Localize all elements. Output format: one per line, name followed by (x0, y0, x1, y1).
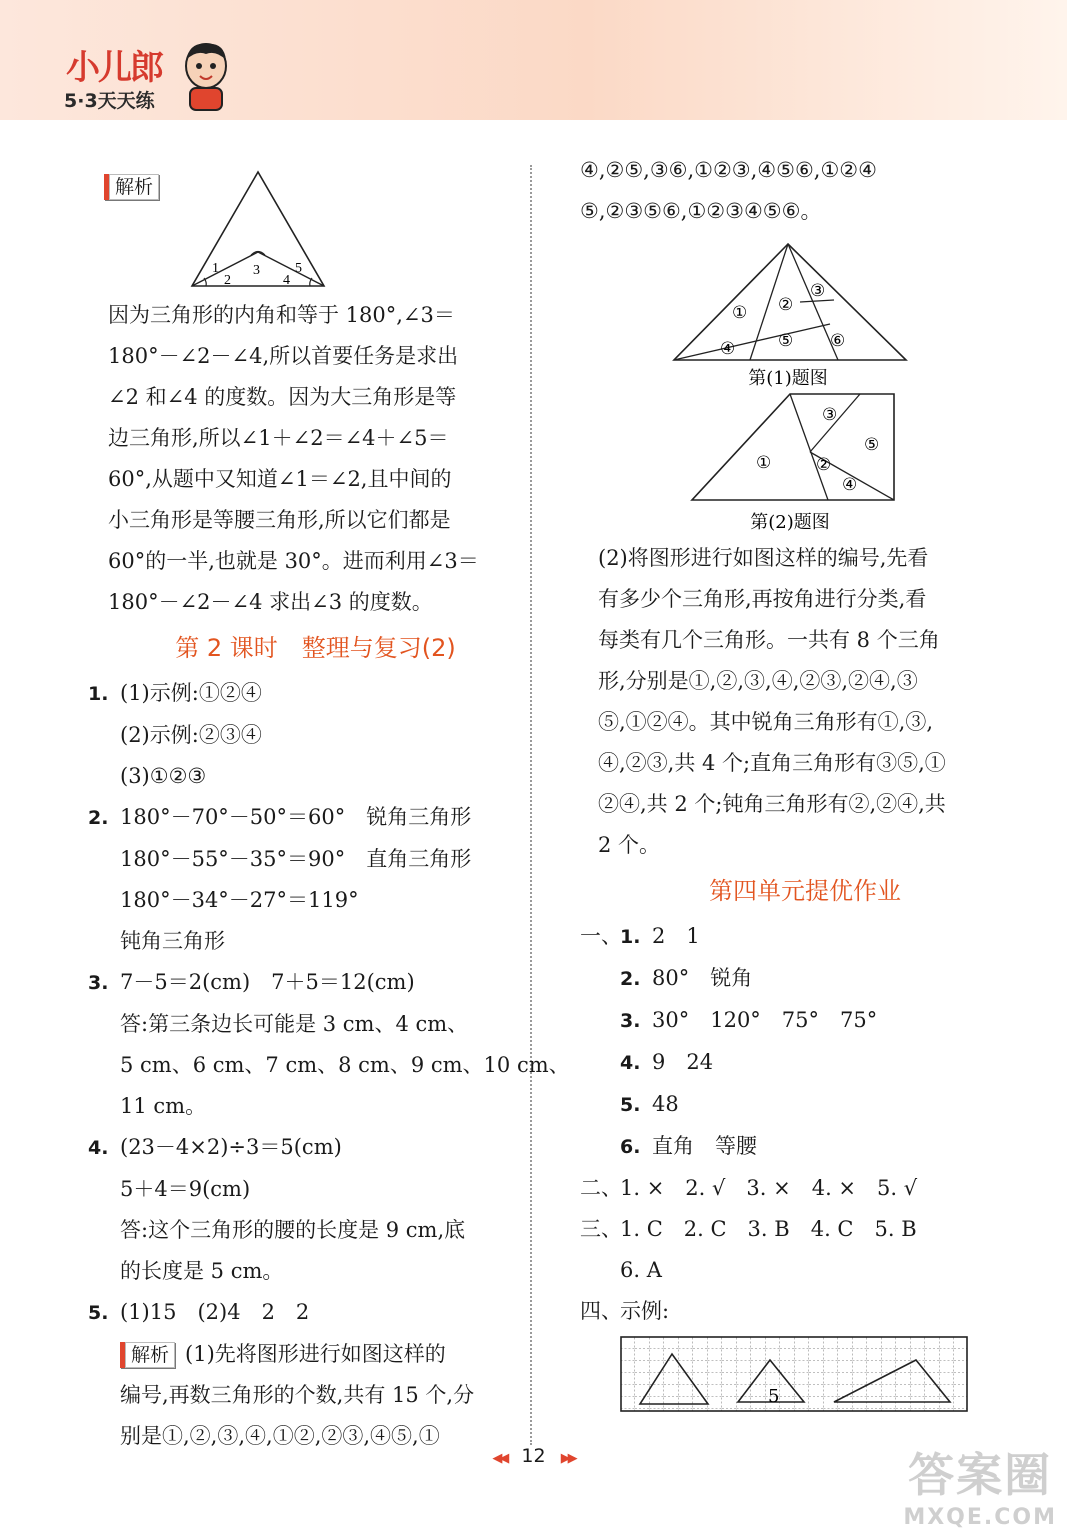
part-three (580, 1209, 1010, 1291)
triangle-figure-b (688, 390, 902, 538)
question-5 (88, 1292, 523, 1457)
figa-label-1: ① (732, 303, 748, 323)
analysis-line: 180°－∠2－∠4,所以首要任务是求出 (108, 344, 459, 368)
part-prefix: 二、 (580, 1176, 622, 1200)
figure-b-caption: 第(2)题图 (750, 512, 830, 533)
watermark-title: 答案圈 (908, 1448, 1053, 1502)
explanation-line: 2 个。 (598, 833, 661, 857)
part-two (580, 1168, 1010, 1209)
answer-line: (2)示例:②③④ (120, 723, 262, 747)
fig1-label-1: 1 (212, 261, 219, 276)
analysis-tag: 解析 (120, 1342, 175, 1368)
explanation-line: 形,分别是①,②,③,④,②③,②④,③ (598, 669, 918, 693)
analysis-line: 边三角形,所以∠1＋∠2＝∠4＋∠5＝ (108, 426, 449, 450)
page-number: 12 (521, 1445, 546, 1467)
fig1-label-3: 3 (253, 263, 260, 278)
part-prefix: 一、 (580, 924, 622, 948)
item-number: 2. (620, 968, 641, 990)
item-number: 5. (620, 1094, 641, 1116)
grid-label: 5 (768, 1386, 780, 1407)
figa-label-3: ③ (810, 281, 826, 301)
analysis-line: 别是①,②,③,④,①②,②③,④⑤,① (120, 1424, 440, 1448)
brand-series: 5·3天天练 (64, 90, 155, 112)
explanation-line: ⑤,①②④。其中锐角三角形有①,③, (598, 710, 934, 734)
figa-label-5: ⑤ (778, 331, 794, 351)
figa-label-2: ② (778, 295, 794, 315)
watermark-url: MXQE.COM (903, 1505, 1057, 1530)
answer-line: 答:第三条边长可能是 3 cm、4 cm、 (120, 1012, 469, 1036)
mascot-icon (176, 38, 236, 112)
figb-label-3: ③ (822, 405, 838, 425)
part-one (580, 916, 1010, 1168)
answer-line: (1)15 (2)4 2 2 (120, 1300, 310, 1324)
item-answer: 2 1 (652, 924, 700, 948)
left-column (88, 160, 570, 1457)
part-three-extra: 6. A (620, 1258, 662, 1282)
figa-label-4: ④ (720, 339, 736, 359)
brand-title: 小儿郎 (66, 48, 162, 88)
answer-line: 180°－70°－50°＝60° 锐角三角形 (120, 805, 472, 829)
question-number: 2. (88, 807, 109, 829)
figb-label-1: ① (756, 453, 772, 473)
item-answer: 9 24 (652, 1050, 714, 1074)
part-four (580, 1291, 1010, 1332)
explanation-line: ②④,共 2 个;钝角三角形有②,②④,共 (598, 792, 946, 816)
triangle-figure-1 (188, 168, 328, 290)
question-number: 4. (88, 1137, 109, 1159)
explanation-line: 每类有几个三角形。一共有 8 个三角 (598, 628, 940, 652)
right-column (580, 150, 1010, 1414)
analysis-line: 60°,从题中又知道∠1＝∠2,且中间的 (108, 467, 452, 491)
analysis-line: (1)先将图形进行如图这样的 (185, 1342, 446, 1366)
figure-a-caption: 第(1)题图 (748, 368, 828, 389)
grid-figure (620, 1336, 968, 1414)
answer-line: 7－5＝2(cm) 7＋5＝12(cm) (120, 970, 415, 994)
explanation-line: (2)将图形进行如图这样的编号,先看 (598, 546, 929, 570)
figb-label-2: ② (816, 455, 832, 475)
brand-logo (58, 38, 238, 118)
item-answer: 48 (652, 1092, 679, 1116)
analysis-line: 60°的一半,也就是 30°。进而利用∠3＝ (108, 549, 479, 573)
column-divider (530, 165, 532, 1445)
continued-line: ④,②⑤,③⑥,①②③,④⑤⑥,①②④ (580, 158, 877, 182)
continued-line: ⑤,②③⑤⑥,①②③④⑤⑥。 (580, 199, 822, 223)
answer-line: (3)①②③ (120, 764, 207, 788)
unit-title: 第四单元提优作业 (709, 877, 901, 905)
answer-line: 180°－34°－27°＝119° (120, 888, 359, 912)
figa-label-6: ⑥ (830, 331, 846, 351)
prev-arrows-icon: ◀◀ (492, 1451, 507, 1466)
answer-line: 钝角三角形 (120, 929, 225, 953)
item-answer: 直角 等腰 (652, 1134, 757, 1158)
answer-line: 5 cm、6 cm、7 cm、8 cm、9 cm、10 cm、 (120, 1053, 570, 1077)
answer-line: 的长度是 5 cm。 (120, 1259, 284, 1283)
answer-line: 180°－55°－35°＝90° 直角三角形 (120, 847, 472, 871)
analysis-line: 小三角形是等腰三角形,所以它们都是 (108, 508, 451, 532)
analysis-text (88, 295, 523, 623)
question-number: 1. (88, 683, 109, 705)
answer-line: 11 cm。 (120, 1094, 207, 1118)
answer-line: 答:这个三角形的腰的长度是 9 cm,底 (120, 1218, 466, 1242)
analysis-line: 180°－∠2－∠4 求出∠3 的度数。 (108, 590, 433, 614)
fig1-label-4: 4 (283, 273, 290, 288)
fig1-label-2: 2 (224, 273, 231, 288)
next-arrows-icon: ▶▶ (560, 1451, 575, 1466)
page-header (0, 0, 1067, 120)
figb-label-4: ④ (842, 475, 858, 495)
question-2 (88, 797, 523, 962)
question-3 (88, 962, 570, 1127)
part-three-answers: 1. C 2. C 3. B 4. C 5. B (620, 1217, 917, 1241)
question-4 (88, 1127, 523, 1292)
part-prefix: 三、 (580, 1217, 622, 1241)
item-number: 3. (620, 1010, 641, 1032)
question-number: 5. (88, 1302, 109, 1324)
question-number: 3. (88, 972, 109, 994)
watermark (903, 1439, 1057, 1530)
item-number: 1. (620, 926, 641, 948)
analysis-tag: 解析 (104, 174, 159, 200)
answer-line: 5＋4＝9(cm) (120, 1177, 251, 1201)
part-two-answers: 1. × 2. √ 3. × 4. × 5. √ (620, 1176, 918, 1200)
explanation-text (580, 538, 1010, 866)
explanation-line: ④,②③,共 4 个;直角三角形有③⑤,① (598, 751, 946, 775)
part-prefix: 四、 (580, 1299, 622, 1323)
section-title: 第 2 课时 整理与复习(2) (175, 634, 456, 662)
item-answer: 30° 120° 75° 75° (652, 1008, 878, 1032)
analysis-line: 编号,再数三角形的个数,共有 15 个,分 (120, 1383, 475, 1407)
analysis-figure-row (88, 160, 523, 295)
triangle-figure-a (670, 240, 910, 390)
item-number: 4. (620, 1052, 641, 1074)
item-answer: 80° 锐角 (652, 966, 753, 990)
answer-line: (1)示例:①②④ (120, 681, 262, 705)
fig1-label-5: 5 (295, 261, 302, 276)
question-1 (88, 673, 523, 797)
answer-line: (23－4×2)÷3＝5(cm) (120, 1135, 342, 1159)
part-four-text: 示例: (620, 1299, 670, 1323)
analysis-line: 因为三角形的内角和等于 180°,∠3＝ (108, 303, 455, 327)
figb-label-5: ⑤ (864, 435, 880, 455)
analysis-line: ∠2 和∠4 的度数。因为大三角形是等 (108, 385, 457, 409)
explanation-line: 有多少个三角形,再按角进行分类,看 (598, 587, 927, 611)
item-number: 6. (620, 1136, 641, 1158)
